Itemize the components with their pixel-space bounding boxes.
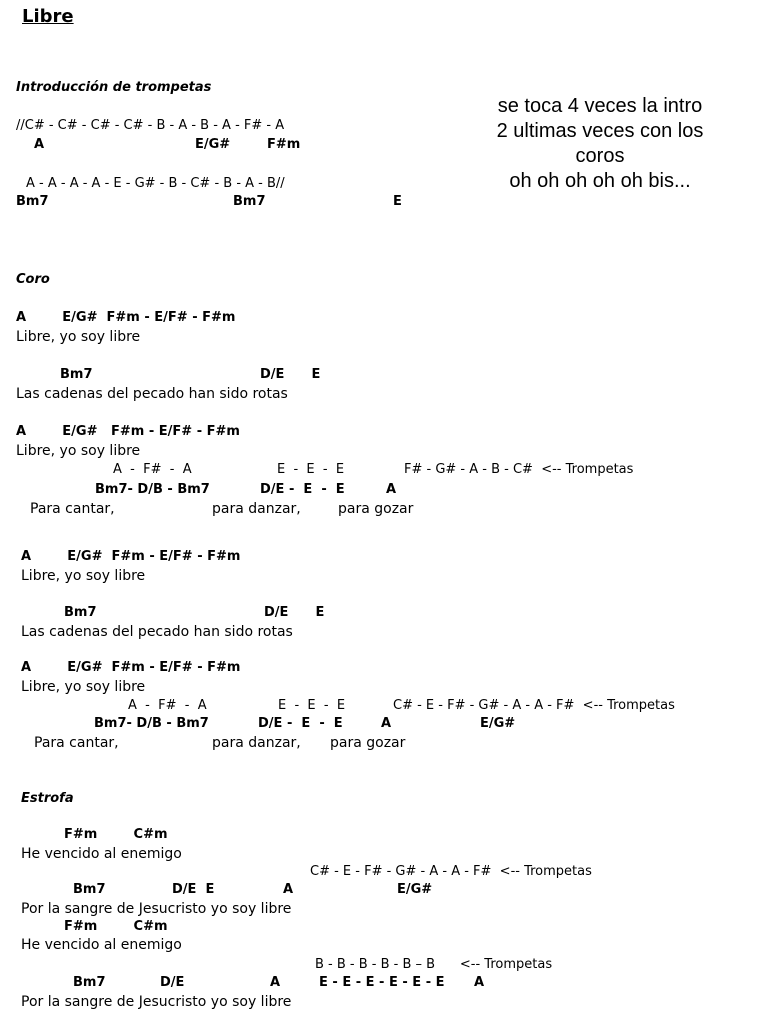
performance-note — [450, 94, 750, 194]
intro-chord: F#m — [267, 137, 301, 152]
lyric-line: Por la sangre de Jesucristo yo soy libre — [21, 901, 292, 917]
intro-chord: Bm7 — [16, 194, 49, 209]
lyric-line: para gozar — [338, 501, 414, 517]
lyric-line: Libre, yo soy libre — [21, 568, 146, 584]
chord-line: F#m C#m — [64, 919, 168, 934]
trumpet-notes: F# - G# - A - B - C# <-- Trompetas — [404, 462, 634, 477]
chord-line: A — [381, 716, 392, 731]
lyric-line: para gozar — [330, 735, 406, 751]
lyric-line: Las cadenas del pecado han sido rotas — [21, 624, 293, 640]
lyric-line: Para cantar, — [34, 735, 119, 751]
intro-notes-row1: //C# - C# - C# - C# - B - A - B - A - F# - A — [16, 118, 285, 133]
lyric-line: para danzar, — [212, 501, 301, 517]
lyric-line: Libre, yo soy libre — [21, 679, 146, 695]
chord-line: Bm7 — [73, 882, 106, 897]
trumpet-notes: E - E - E — [277, 462, 345, 477]
chord-line: A E/G# F#m - E/F# - F#m — [16, 310, 236, 325]
chord-line: E - E - E - E - E - E — [319, 975, 445, 990]
trumpet-notes: C# - E - F# - G# - A - A - F# <-- Trompetas — [310, 864, 592, 879]
chord-line: Bm7 D/E E — [64, 605, 325, 620]
chord-line: A E/G# F#m - E/F# - F#m — [21, 549, 241, 564]
chord-line: A — [270, 975, 281, 990]
lyric-line: Libre, yo soy libre — [16, 443, 141, 459]
chord-line: F#m C#m — [64, 827, 168, 842]
chord-line: Bm7- D/B - Bm7 — [95, 482, 210, 497]
trumpet-notes: C# - E - F# - G# - A - A - F# <-- Trompetas — [393, 698, 675, 713]
chord-line: Bm7- D/B - Bm7 — [94, 716, 209, 731]
performance-note-text: se toca 4 veces la intro 2 ultimas veces con los coros oh oh oh oh oh bis... — [496, 95, 704, 192]
chord-line: D/E — [160, 975, 185, 990]
chord-line: E/G# — [397, 882, 433, 897]
intro-chord: A — [34, 137, 45, 152]
chord-line: E/G# — [480, 716, 516, 731]
trumpet-notes: E - E - E — [278, 698, 346, 713]
trumpet-notes: A - F# - A — [128, 698, 207, 713]
chord-line: Bm7 D/E E — [60, 367, 321, 382]
chord-line: D/E E — [172, 882, 215, 897]
lyric-line: Por la sangre de Jesucristo yo soy libre — [21, 994, 292, 1010]
intro-heading: Introducción de trompetas — [16, 80, 212, 95]
trumpet-notes: B - B - B - B - B – B <-- Trompetas — [315, 957, 553, 972]
lyric-line: Las cadenas del pecado han sido rotas — [16, 386, 288, 402]
lyric-line: Para cantar, — [30, 501, 115, 517]
lyric-line: He vencido al enemigo — [21, 937, 182, 953]
trumpet-notes: A - F# - A — [113, 462, 192, 477]
lyric-line: He vencido al enemigo — [21, 846, 182, 862]
intro-notes-row2: A - A - A - A - E - G# - B - C# - B - A - B// — [26, 176, 285, 191]
lyric-line: Libre, yo soy libre — [16, 329, 141, 345]
chord-line: Bm7 — [73, 975, 106, 990]
coro-heading: Coro — [16, 272, 50, 287]
estrofa-heading: Estrofa — [21, 791, 74, 806]
chord-line: A — [386, 482, 397, 497]
chord-line: A — [474, 975, 485, 990]
chord-line: A E/G# F#m - E/F# - F#m — [21, 660, 241, 675]
chord-line: D/E - E - E — [260, 482, 345, 497]
lyric-line: para danzar, — [212, 735, 301, 751]
chord-line: A E/G# F#m - E/F# - F#m — [16, 424, 240, 439]
chord-line: D/E - E - E — [258, 716, 343, 731]
intro-chord: E/G# — [195, 137, 231, 152]
intro-chord: Bm7 — [233, 194, 266, 209]
chord-line: A — [283, 882, 294, 897]
intro-chord: E — [393, 194, 402, 209]
song-title: Libre — [22, 6, 74, 27]
